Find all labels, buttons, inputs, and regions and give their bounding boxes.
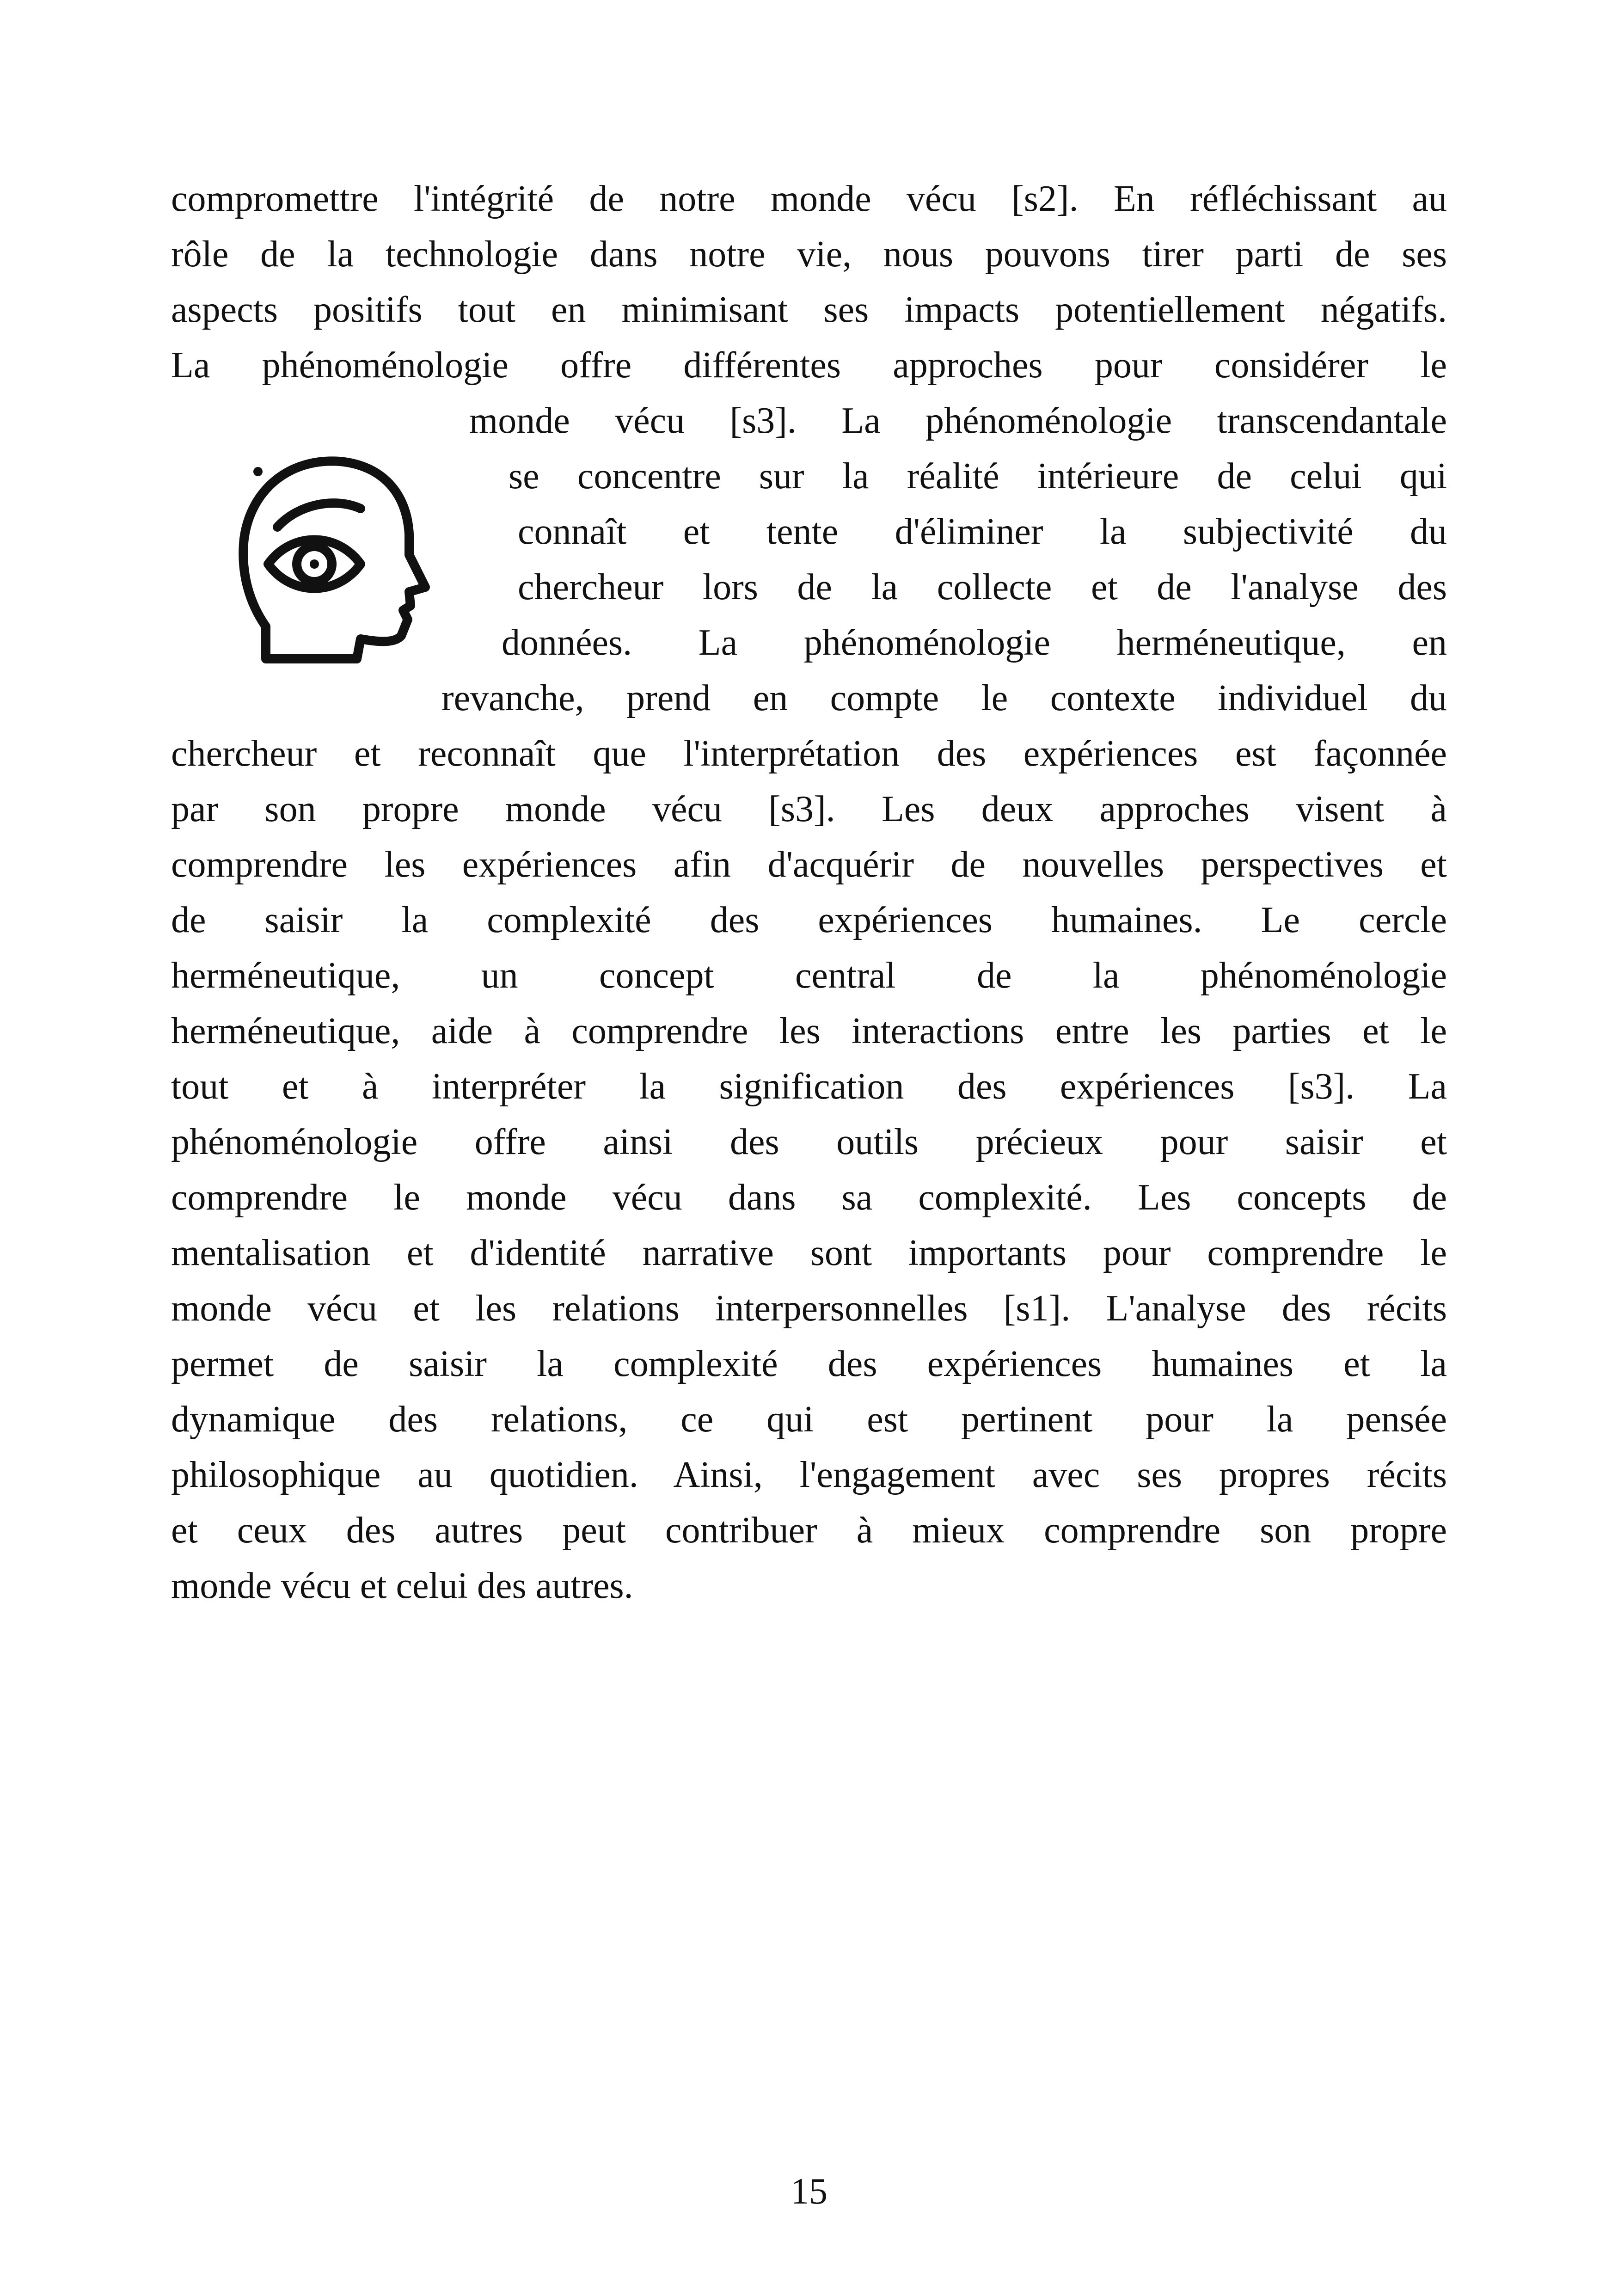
body-line: compromettre l'intégrité de notre monde vécu [s2]. En réfléchissant au <box>171 178 1447 219</box>
body-line: connaît et tente d'éliminer la subjectivité du <box>518 511 1447 552</box>
body-line: herméneutique, un concept central de la phénoménologie <box>171 955 1447 996</box>
body-line: monde vécu [s3]. La phénoménologie transcendantale <box>469 400 1447 441</box>
body-line: mentalisation et d'identité narrative sont importants pour comprendre le <box>171 1233 1447 1273</box>
body-line: herméneutique, aide à comprendre les interactions entre les parties et le <box>171 1011 1447 1051</box>
body-line: tout et à interpréter la signification des expériences [s3]. La <box>171 1066 1447 1107</box>
body-line: aspects positifs tout en minimisant ses impacts potentiellement négatifs. <box>171 289 1447 330</box>
body-line-last: monde vécu et celui des autres. <box>171 1565 633 1606</box>
body-line: et ceux des autres peut contribuer à mieux comprendre son propre <box>171 1510 1447 1551</box>
body-line: phénoménologie offre ainsi des outils précieux pour saisir et <box>171 1122 1447 1162</box>
body-line: comprendre les expériences afin d'acquérir de nouvelles perspectives et <box>171 844 1447 885</box>
body-line: par son propre monde vécu [s3]. Les deux approches visent à <box>171 789 1447 829</box>
body-line: philosophique au quotidien. Ainsi, l'engagement avec ses propres récits <box>171 1455 1447 1495</box>
body-line: rôle de la technologie dans notre vie, nous pouvons tirer parti de ses <box>171 234 1447 275</box>
body-line: données. La phénoménologie herméneutique, en <box>502 622 1447 663</box>
body-line: de saisir la complexité des expériences humaines. Le cercle <box>171 900 1447 940</box>
body-line: permet de saisir la complexité des expériences humaines et la <box>171 1344 1447 1384</box>
body-line: monde vécu et les relations interpersonnelles [s1]. L'analyse des récits <box>171 1288 1447 1329</box>
body-line: comprendre le monde vécu dans sa complexité. Les concepts de <box>171 1177 1447 1218</box>
body-line: se concentre sur la réalité intérieure de celui qui <box>509 456 1447 497</box>
body-line: chercheur et reconnaît que l'interprétation des expériences est façonnée <box>171 733 1447 774</box>
body-line: La phénoménologie offre différentes approches pour considérer le <box>171 345 1447 386</box>
head-eye-icon <box>222 439 430 670</box>
body-line: revanche, prend en compte le contexte individuel du <box>441 678 1447 718</box>
body-line: dynamique des relations, ce qui est pertinent pour la pensée <box>171 1399 1447 1440</box>
body-line: chercheur lors de la collecte et de l'analyse des <box>518 567 1447 608</box>
page-number: 15 <box>791 2171 827 2212</box>
